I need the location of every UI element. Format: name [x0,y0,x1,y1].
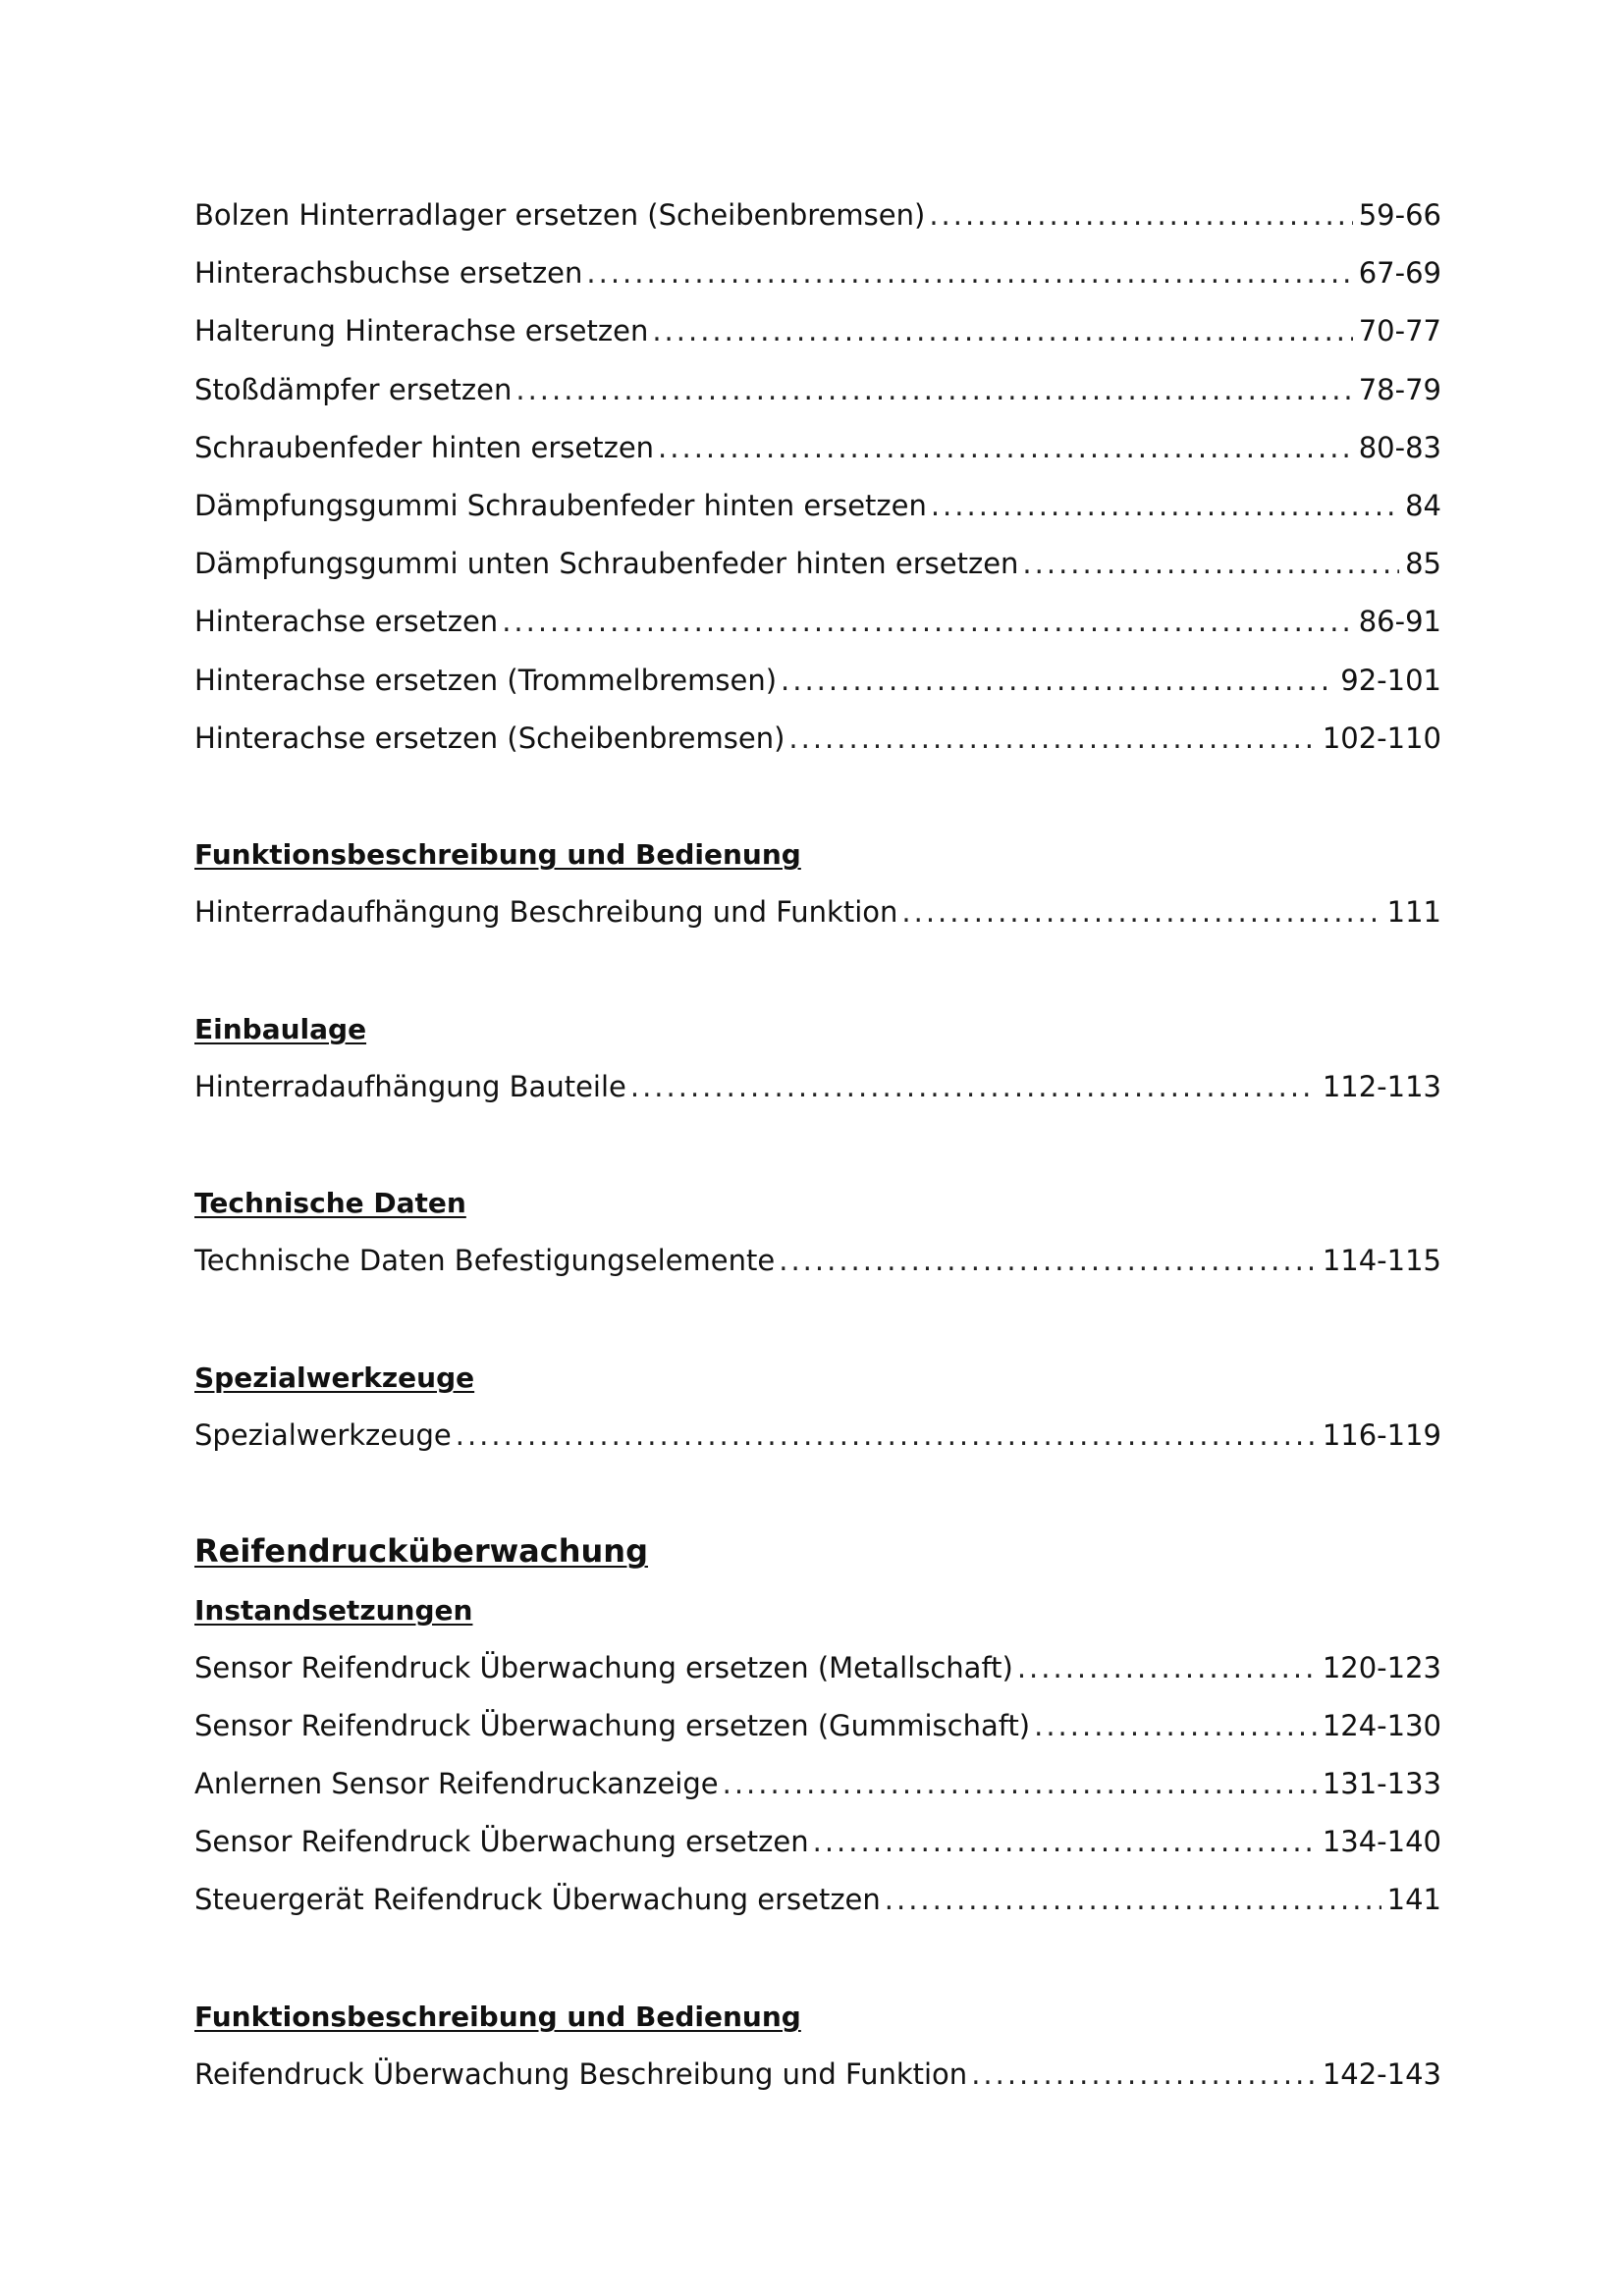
toc-entry-page: 112-113 [1322,1069,1441,1103]
toc-entry-title: Reifendruck Überwachung Beschreibung und Funktion [194,2057,968,2091]
spacer [194,1930,1441,1988]
toc-leader-dots [779,1232,1317,1290]
toc-leader-dots [1034,1697,1317,1755]
toc-entry-page: 134-140 [1322,1825,1441,1859]
toc-entry-page: 67-69 [1358,256,1441,291]
toc-entry-title: Stoßdämpfer ersetzen [194,372,513,406]
toc-entry-page: 111 [1386,895,1441,930]
toc-entry-title: Hinterradaufhängung Beschreibung und Funktion [194,895,898,930]
toc-entry-title: Schraubenfeder hinten ersetzen [194,430,655,464]
toc-entry-page: 116-119 [1322,1417,1441,1452]
toc-entry[interactable] [194,2046,1441,2104]
toc-entry-page: 92-101 [1340,663,1441,697]
toc-entry-title: Hinterachsbuchse ersetzen [194,256,583,291]
toc-entry[interactable] [194,187,1441,244]
toc-entry-title: Sensor Reifendruck Überwachung ersetzen (Gummischaft) [194,1708,1031,1742]
toc-entry-page: 124-130 [1322,1708,1441,1742]
toc-entry-title: Anlernen Sensor Reifendruckanzeige [194,1767,719,1801]
toc-entry[interactable] [194,1639,1441,1697]
toc-leader-dots [658,419,1353,477]
toc-leader-dots [813,1813,1317,1871]
toc-entry[interactable] [194,710,1441,768]
toc-leader-dots [456,1407,1317,1465]
toc-entry-page: 84 [1405,488,1441,522]
toc-entry-page: 85 [1405,547,1441,581]
section-heading-funktionsbeschreibung: Funktionsbeschreibung und Bedienung [194,838,801,872]
toc-entry-title: Spezialwerkzeuge [194,1417,452,1452]
toc-entry-title: Hinterachse ersetzen [194,605,499,639]
toc-leader-dots [652,302,1352,360]
toc-entry-title: Hinterradaufhängung Bauteile [194,1069,626,1103]
chapter-heading-reifendruckueberwachung: Reifendrucküberwachung [194,1532,648,1571]
toc-entry[interactable] [194,1755,1441,1813]
toc-entry[interactable] [194,535,1441,593]
spacer [194,1291,1441,1349]
toc-entry[interactable] [194,593,1441,651]
toc-leader-dots [781,652,1334,710]
toc-leader-dots [788,710,1316,768]
toc-entry-title: Sensor Reifendruck Überwachung ersetzen [194,1825,809,1859]
toc-entry-page: 59-66 [1358,198,1441,232]
section-heading-instandsetzungen: Instandsetzungen [194,1593,473,1627]
toc-page [194,187,1441,2104]
toc-entry-title: Hinterachse ersetzen (Trommelbremsen) [194,663,778,697]
toc-leader-dots [630,1058,1317,1116]
toc-entry-page: 114-115 [1322,1244,1441,1278]
toc-leader-dots [901,883,1380,941]
toc-leader-dots [929,187,1352,244]
toc-leader-dots [586,244,1352,302]
toc-entry-page: 120-123 [1322,1650,1441,1684]
toc-entry[interactable] [194,1232,1441,1290]
toc-entry-page: 141 [1386,1883,1441,1917]
spacer [194,941,1441,999]
spacer [194,1116,1441,1174]
toc-entry[interactable] [194,1058,1441,1116]
toc-entry[interactable] [194,652,1441,710]
toc-entry-title: Technische Daten Befestigungselemente [194,1244,776,1278]
toc-leader-dots [1017,1639,1317,1697]
section-heading-spezialwerkzeuge: Spezialwerkzeuge [194,1361,475,1394]
toc-entry[interactable] [194,883,1441,941]
section-heading-technische-daten: Technische Daten [194,1187,466,1220]
toc-leader-dots [723,1755,1317,1813]
toc-entry-page: 70-77 [1358,314,1441,348]
toc-entry-page: 102-110 [1322,721,1441,755]
toc-leader-dots [1022,535,1399,593]
toc-entry[interactable] [194,361,1441,419]
toc-entry[interactable] [194,477,1441,535]
section-heading-funktionsbeschreibung-2: Funktionsbeschreibung und Bedienung [194,2000,801,2033]
toc-entry[interactable] [194,1813,1441,1871]
toc-entry-title: Bolzen Hinterradlager ersetzen (Scheibenbremsen) [194,198,926,232]
toc-entry[interactable] [194,1407,1441,1465]
toc-leader-dots [931,477,1399,535]
spacer [194,1465,1441,1522]
toc-entry-title: Sensor Reifendruck Überwachung ersetzen (Metallschaft) [194,1650,1013,1684]
toc-entry-page: 78-79 [1358,372,1441,406]
toc-entry[interactable] [194,244,1441,302]
spacer [194,768,1441,826]
toc-entry-page: 131-133 [1322,1767,1441,1801]
toc-entry-page: 86-91 [1358,605,1441,639]
toc-entry-title: Steuergerät Reifendruck Überwachung ersetzen [194,1883,881,1917]
toc-entry[interactable] [194,302,1441,360]
toc-entry[interactable] [194,419,1441,477]
toc-leader-dots [971,2046,1317,2104]
toc-entry-title: Dämpfungsgummi unten Schraubenfeder hinten ersetzen [194,547,1019,581]
toc-entry-page: 80-83 [1358,430,1441,464]
toc-entry[interactable] [194,1697,1441,1755]
toc-entry-page: 142-143 [1322,2057,1441,2091]
toc-leader-dots [515,361,1352,419]
toc-entry-title: Halterung Hinterachse ersetzen [194,314,649,348]
toc-entry[interactable] [194,1871,1441,1929]
toc-entry-title: Dämpfungsgummi Schraubenfeder hinten ersetzen [194,488,927,522]
section-heading-einbaulage: Einbaulage [194,1012,367,1045]
toc-leader-dots [502,593,1353,651]
toc-entry-title: Hinterachse ersetzen (Scheibenbremsen) [194,721,785,755]
toc-leader-dots [885,1871,1381,1929]
